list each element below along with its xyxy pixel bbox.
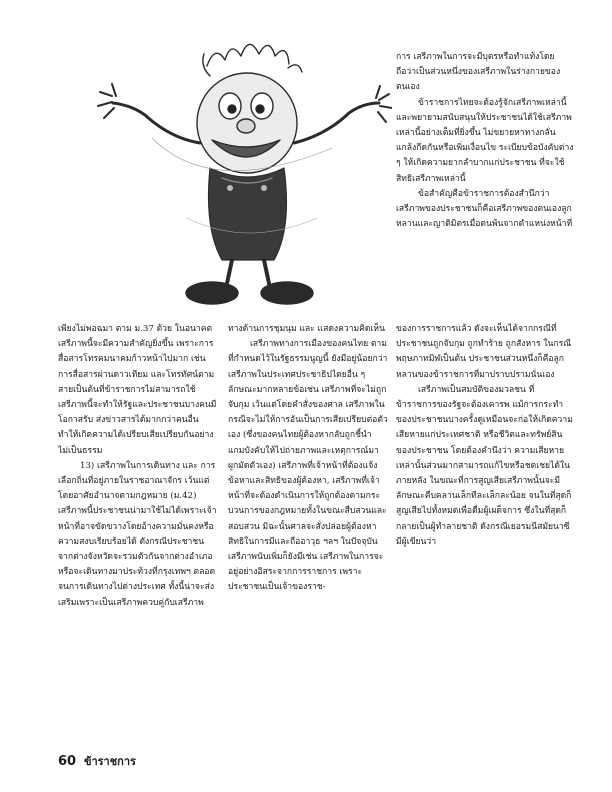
paragraph: ข้อสำคัญคือข้าราชการต้องสำนึกว่า เสรีภาพของประชาชนก็คือเสรีภาพของตนเองลูกหลานและญาติมิตรเมื่อตนพ้นจากตำแหน่งหน้าที่: [396, 188, 573, 230]
paragraph: 13) เสรีภาพในการเดินทาง และ การเลือกถิ่นที่อยู่ภายในราชอาณาจักร เว้นแต่โดยอาศัยอำนาจตามกฎหมาย (ม.42) เสรีภาพนี้ประชาชนน่ามาใช้ไม่ได้เพราะเจ้าหน้าที่อาจขัดขวางโดยอ้างความมั่นคงหรือความสงบเรียบร้อยได้ ดังกรณีประชาชนจากต่างจังหวัดจะรวมตัวกันจากต่างอำเภอ หรือจะเดินทางมาประท้วงที่กรุงเทพฯ ตลอดจนการเดินทางไปต่างประเทศ ทั้งนี้น่าจะส่งเสริมเพราะเป็นเสรีภาพควบคู่กับเสรีภาพ: [58, 460, 217, 608]
paragraph: ของการราชการแล้ว ดังจะเห็นได้จากกรณีที่ประชาชนถูกจับกุม ถูกทำร้าย ถูกสังหาร ในกรณีพฤษภาทมิฬเป็นต้น ประชาชนส่วนหนึ่งก็คือลูกหลานของข้าราชการที่มาปราบปรามนั่นเอง: [396, 324, 572, 380]
paragraph: ข้าราชการไทยจะต้องรู้จักเสรีภาพเหล่านี้ และพยายามสนับสนุนให้ประชาชนได้ใช้เสรีภาพเหล่านี้อย่างเต็มที่ยิ่งขึ้น ไม่ขยายหาทางกลั่นแกล้งกีดกันหรือเพิ่มเงื่อนไข ระเบียบข้อบังคับต่าง ๆ ให้เกิดความยากลำบากแก่ประชาชน ที่จะใช้สิทธิเสรีภาพเหล่านี้: [396, 97, 574, 184]
paragraph: เพียงไม่พอฉมา ตาม ม.37 ด้วย ในอนาคตเสรีภาพนี้จะมีความสำคัญยิ่งขึ้น เพราะการสื่อสารโทรคมนาคมก้าวหน้าไปมาก เช่น การสื่อสารผ่านดาวเทียม และโทรทัศน์ตามสายเป็นต้นที่ข้าราชการไม่สามารถใช้เสรีภาพนี้จะทำให้รัฐและประชาชนบางคนมีโอกาสรับ ส่งข่าวสารได้มากกว่าคนอื่นทำให้เกิดความได้เปรียบเสียเปรียบกันอย่างไม่เป็นธรรม: [58, 324, 217, 456]
paragraph: เสรีภาพทางการเมืองของคนไทย ตามที่กำหนดไว้ในรัฐธรรมนูญนี้ ยังมีอยู่น้อยกว่าเสรีภาพในประเทศประชาธิปไตยอื่น ๆ ลักษณะมากหลายข้อเช่น เสรีภาพที่จะไม่ถูกจับกุม เว้นแต่โดยคำสั่งของศาล เสรีภาพในกรณีจะไม่ให้การอันเป็นการเสียเปรียบต่อตัวเอง (ซึ่งของคนไทยผู้ต้องหากลับถูกชี้นำแกมบังคับให้ไปถ่ายภาพและเหตุการณ์มาผูกมัดตัวเอง) เสรีภาพที่เจ้าหน้าที่ต้องแจ้งข้อหาและสิทธิของผู้ต้องหา, เสรีภาพที่เจ้าหน้าที่จะต้องดำเนินการให้ถูกต้องตามกระบวนการของกฎหมายทั้งในขณะสืบสวนและสอบสวน มิฉะนั้นศาลจะสั่งปล่อยผู้ต้องหา สิทธิในการมีและถืออาวุธ ฯลฯ ในปัจจุบันเสรีภาพนับเพิ่มก็ยังมีเช่น เสรีภาพในการจะอยู่อย่างอิสระจากการราชการ เพราะประชาชนเป็นเจ้าของราช-: [228, 339, 388, 593]
paragraph: การ เสรีภาพในการจะมีบุตรหรือทำแท้งโดยถือว่าเป็นส่วนหนึ่งของเสรีภาพในร่างกายของตนเอง: [396, 52, 561, 93]
text-column-left: [58, 322, 218, 611]
cartoon-character-illustration: [92, 18, 392, 314]
text-column-top-right: [396, 50, 574, 232]
magazine-name: ข้าราชการ: [83, 755, 136, 768]
page-footer: [58, 752, 136, 770]
page-number: 60: [58, 754, 77, 769]
paragraph: เสรีภาพเป็นสมบัติของมวลชน ที่ข้าราชการของรัฐจะต้องเคารพ แม้การกระทำของประชาชนบางครั้งดูเหมือนจะก่อให้เกิดความเสียหายแก่ประเทศชาติ หรือชีวิตและทรัพย์สินของประชาชน โดยต้องคำนึงว่า ความเสียหายเหล่านั้นส่วนมากสามารถแก้ไขหรือชดเชยได้ในภายหลัง ในขณะที่การสูญเสียเสรีภาพนั้นจะมีลักษณะคืบคลานเล็กทีละเล็กละน้อย จนในที่สุดก็สูญเสียไปทั้งหมดเพื่อดื่มผู้เผด็จการ ซึ่งในที่สุดก็กลายเป็นผู้ทำลายชาติ ดังกรณีเยอรมนีสมัยนาซี มีผู้เขียนว่า: [396, 384, 573, 547]
text-column-middle: [228, 322, 388, 596]
paragraph: ทางด้านการชุมนุม และ แสดงความคิดเห็น: [228, 324, 385, 334]
text-column-right: [396, 322, 574, 550]
